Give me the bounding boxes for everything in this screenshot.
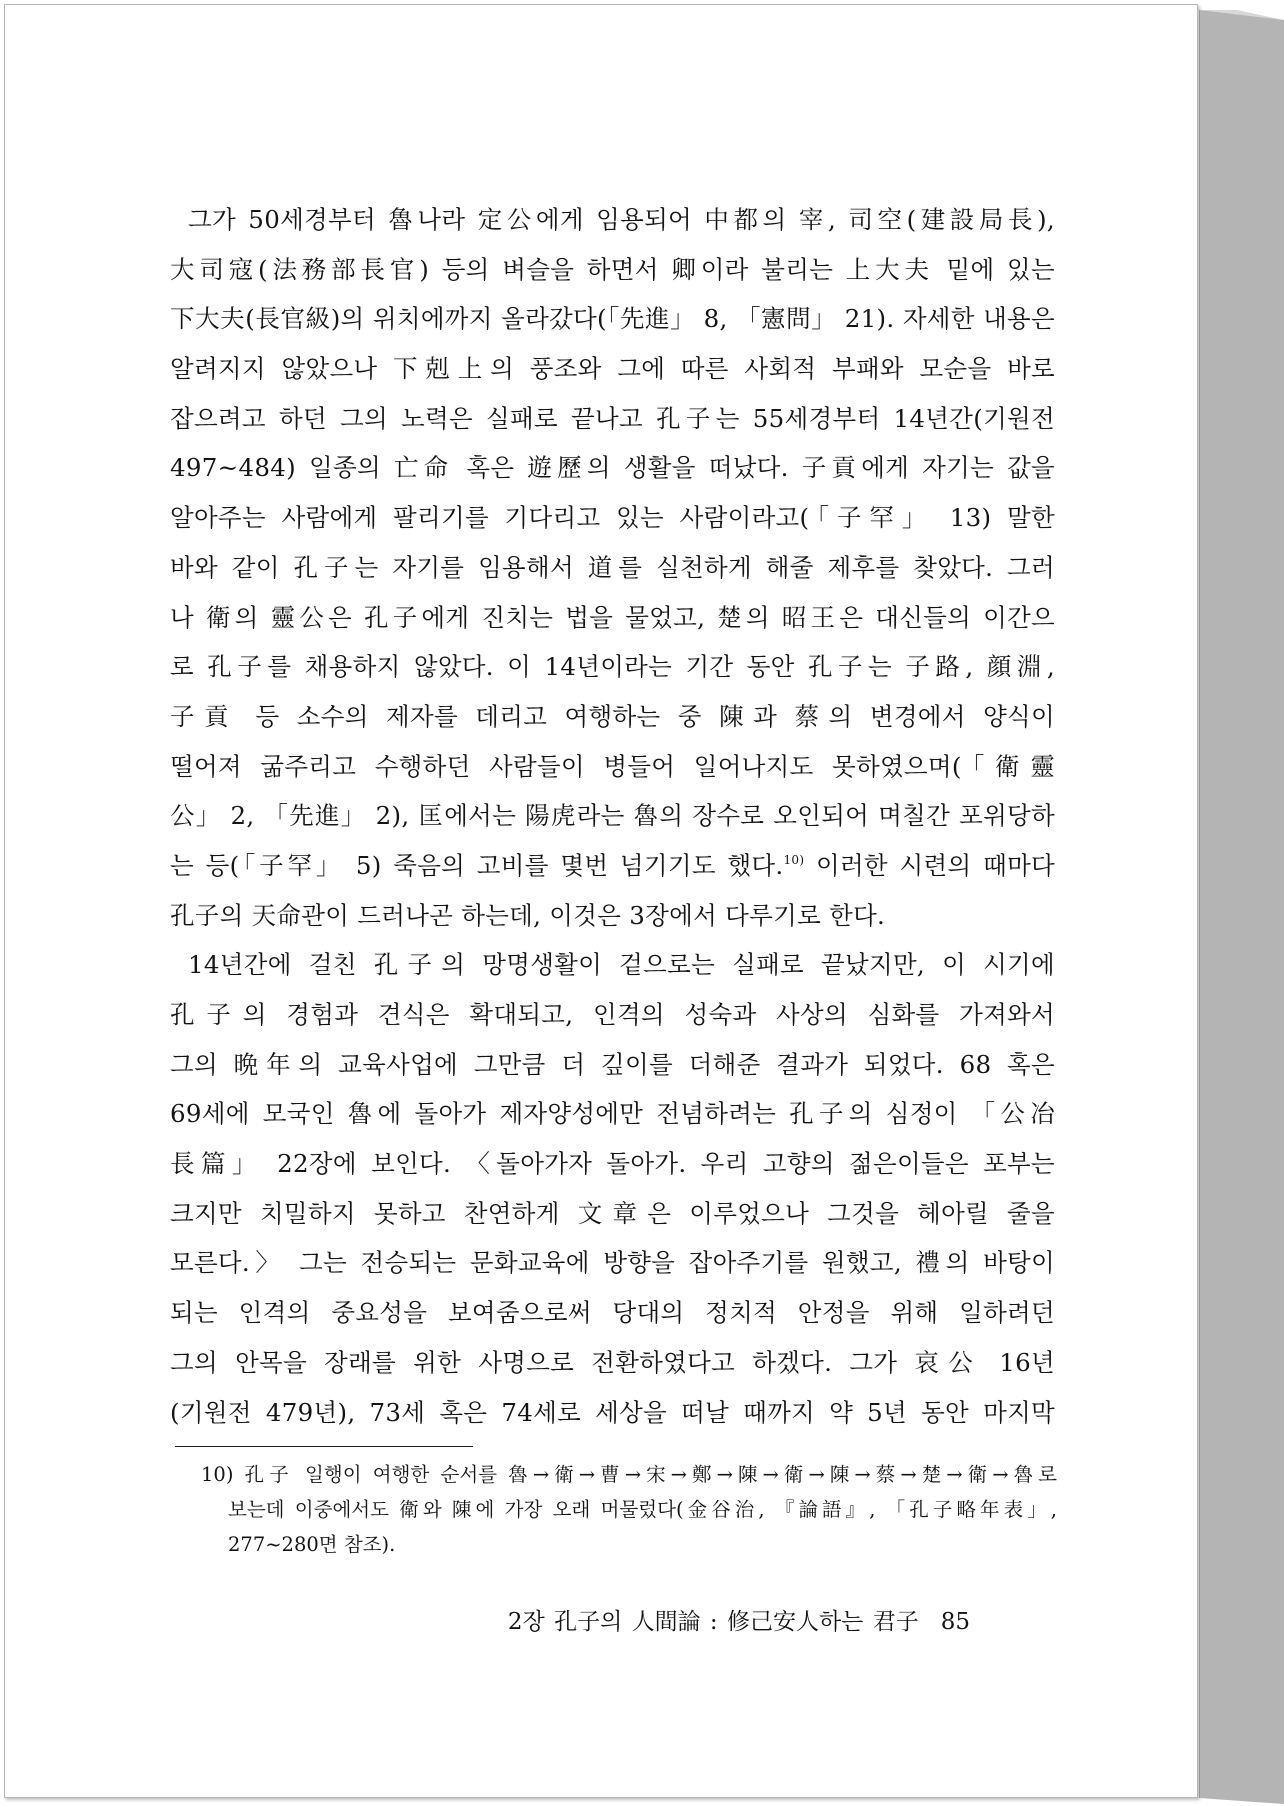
document-page — [4, 4, 1198, 1798]
page-stack-graphic — [1199, 6, 1284, 1806]
body-line-16: 14년간에 걸친 孔子의 망명생활이 겉으로는 실패로 끝났지만, 이 시기에 — [188, 950, 1055, 980]
body-line-6: 497~484) 일종의 亡命 혹은 遊歷의 생활을 떠났다. 子貢에게 자기는 값을 — [170, 453, 1055, 483]
body-line-24: 그의 안목을 장래를 위한 사명으로 전환하였다고 하겠다. 그가 哀公 16년 — [170, 1347, 1055, 1377]
body-line-10: 로 孔子를 채용하지 않았다. 이 14년이라는 기간 동안 孔子는 子路, 顔淵, — [170, 652, 1055, 682]
body-line-4: 알려지지 않았으나 下剋上의 풍조와 그에 따른 사회적 부패와 모순을 바로 — [170, 354, 1055, 384]
page-number: 85 — [940, 1609, 970, 1635]
footnote-line-3: 277~280면 참조). — [228, 1533, 396, 1556]
footnote-divider — [175, 1446, 473, 1447]
page-stack-side — [1199, 10, 1284, 1804]
body-line-18: 그의 晩年의 교육사업에 그만큼 더 깊이를 더해준 결과가 되었다. 68 혹은 — [170, 1049, 1055, 1079]
body-line-13: 公」 2, 「先進」 2), 匡에서는 陽虎라는 魯의 장수로 오인되어 며칠간 포위당하 — [170, 801, 1055, 831]
body-line-14-text: 는 등(「子罕」 5) 죽음의 고비를 몇번 넘기기도 했다. — [170, 850, 784, 880]
body-line-14 — [170, 841, 1055, 891]
body-line-7: 알아주는 사람에게 팔리기를 기다리고 있는 사람이라고(「子罕」 13) 말한 — [170, 503, 1055, 533]
body-line-15: 孔子의 天命관이 드러나곤 하는데, 이것은 3장에서 다루기로 한다. — [170, 900, 886, 930]
body-line-2: 大司寇(法務部長官) 등의 벼슬을 하면서 卿이라 불리는 上大夫 밑에 있는 — [170, 254, 1055, 284]
body-line-22: 모른다.〉 그는 전승되는 문화교육에 방향을 잡아주기를 원했고, 禮의 바탕이 — [170, 1248, 1055, 1278]
body-line-17: 孔子의 경험과 견식은 확대되고, 인격의 성숙과 사상의 심화를 가져와서 — [170, 1000, 1055, 1029]
body-line-25: (기원전 479년), 73세 혹은 74세로 세상을 떠날 때까지 약 5년 동안 마지막 — [170, 1397, 1055, 1427]
running-title: 2장 孔子의 人間論 : 修己安人하는 君子 — [507, 1609, 919, 1635]
footnote-reference[interactable]: 10) — [783, 852, 805, 867]
footnote-line-2: 보는데 이중에서도 衛와 陳에 가장 오래 머물렀다(金谷治, 『論語』, 「孔子略年表」, — [228, 1498, 1057, 1521]
book-page-stack-edge — [1199, 6, 1284, 1806]
body-line-5: 잡으려고 하던 그의 노력은 실패로 끝나고 孔子는 55세경부터 14년간(기원전 — [170, 403, 1055, 433]
body-line-20: 長篇」 22장에 보인다. 〈돌아가자 돌아가. 우리 고향의 젊은이들은 포부는 — [170, 1149, 1055, 1179]
body-line-23: 되는 인격의 중요성을 보여줌으로써 당대의 정치적 안정을 위해 일하려던 — [170, 1298, 1055, 1328]
body-line-8: 바와 같이 孔子는 자기를 임용해서 道를 실천하게 해줄 제후를 찾았다. 그러 — [170, 552, 1055, 582]
body-line-11: 子貢 등 소수의 제자를 데리고 여행하는 중 陳과 蔡의 변경에서 양식이 — [170, 701, 1055, 731]
footnote — [201, 1457, 1057, 1562]
body-line-19: 69세에 모국인 魯에 돌아가 제자양성에만 전념하려는 孔子의 심정이 「公冶 — [170, 1099, 1055, 1129]
running-footer — [508, 1603, 970, 1636]
body-line-3: 下大夫(長官級)의 위치에까지 올라갔다(「先進」 8, 「憲問」 21). 자세한 내용은 — [170, 304, 1055, 334]
body-line-21: 크지만 치밀하지 못하고 찬연하게 文章은 이루었으나 그것을 헤아릴 줄을 — [170, 1198, 1055, 1228]
body-line-9: 나 衛의 靈公은 孔子에게 진치는 법을 물었고, 楚의 昭王은 대신들의 이간으 — [170, 602, 1055, 632]
body-line-12: 떨어져 굶주리고 수행하던 사람들이 병들어 일어나지도 못하였으며(「衛靈 — [170, 751, 1055, 781]
body-text — [170, 195, 1055, 1437]
body-line-1: 그가 50세경부터 魯나라 定公에게 임용되어 中都의 宰, 司空(建設局長), — [188, 205, 1055, 234]
body-line-14-tail: 이러한 시련의 때마다 — [804, 850, 1055, 880]
footnote-line-1: 10) 孔子 일행이 여행한 순서를 魯→衛→曹→宋→鄭→陳→衛→陳→蔡→楚→衛→魯로 — [201, 1463, 1057, 1486]
